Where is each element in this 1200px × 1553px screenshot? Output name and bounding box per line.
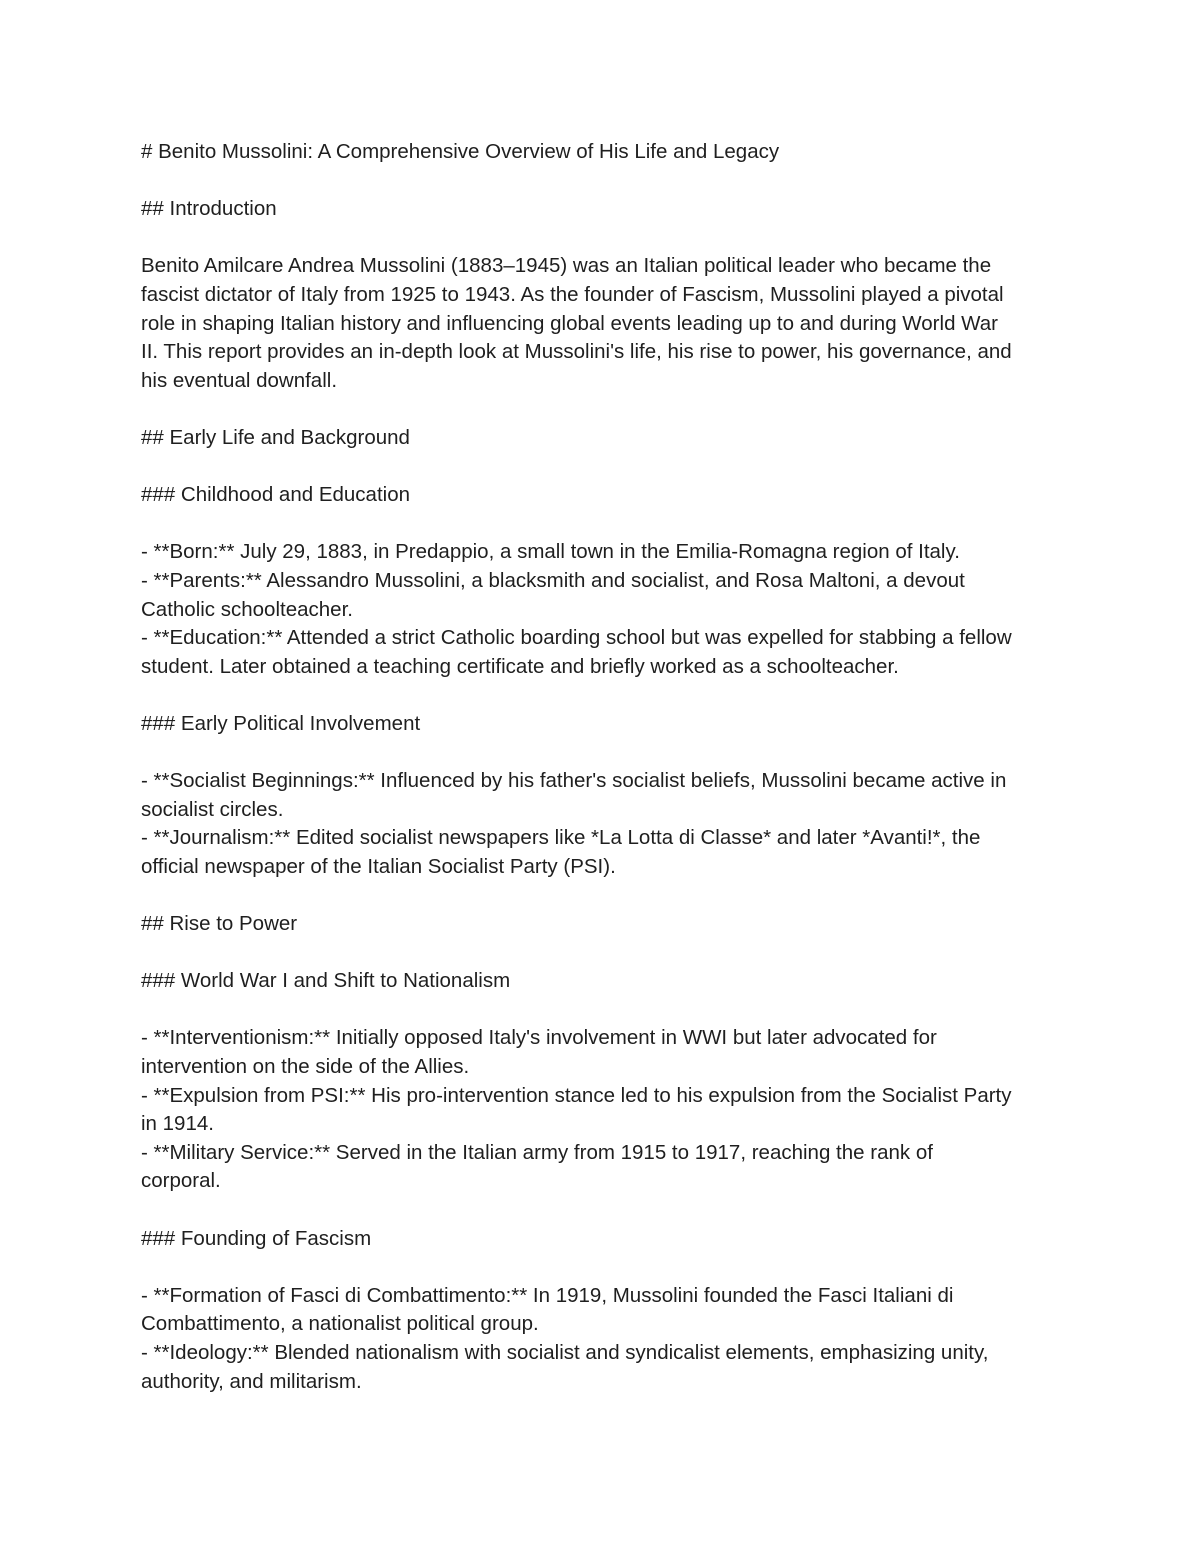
list-item-continuation: intervention on the side of the Allies. [141, 1055, 470, 1078]
text-line: II. This report provides an in-depth look at Mussolini's life, his rise to power, his governance, and [141, 340, 1012, 364]
wwi-list [141, 1024, 1071, 1196]
list-item-continuation: in 1914. [141, 1112, 214, 1136]
introduction-paragraph [141, 252, 1071, 395]
text-line: Benito Amilcare Andrea Mussolini (1883–1945) was an Italian political leader who became the [141, 254, 992, 278]
list-item: - **Military Service:** Served in the Italian army from 1915 to 1917, reaching the rank of [141, 1140, 933, 1164]
heading-early-life: ## Early Life and Background [141, 425, 410, 449]
list-item-continuation: official newspaper of the Italian Socialist Party (PSI). [141, 854, 616, 878]
text-line: role in shaping Italian history and influencing global events leading up to and during World War [141, 311, 998, 335]
heading-rise-to-power: ## Rise to Power [141, 912, 298, 936]
list-item: - **Ideology:** Blended nationalism with socialist and syndicalist elements, emphasizing unity, [141, 1340, 989, 1364]
list-item-continuation: Catholic schoolteacher. [141, 597, 353, 621]
heading-childhood: ### Childhood and Education [141, 483, 410, 507]
list-item-continuation: socialist circles. [141, 797, 284, 821]
text-line: his eventual downfall. [141, 368, 338, 392]
heading-introduction: ## Introduction [141, 197, 277, 221]
list-item: - **Parents:** Alessandro Mussolini, a blacksmith and socialist, and Rosa Maltoni, a devout [141, 568, 965, 592]
list-item-continuation: student. Later obtained a teaching certificate and briefly worked as a schoolteacher. [141, 654, 899, 678]
political-list [141, 767, 1071, 881]
list-item-continuation: corporal. [141, 1169, 221, 1193]
heading-founding-fascism: ### Founding of Fascism [141, 1226, 372, 1250]
heading-wwi: ### World War I and Shift to Nationalism [141, 969, 511, 993]
list-item: - **Socialist Beginnings:** Influenced by his father's socialist beliefs, Mussolini became active in [141, 769, 1007, 793]
list-item: - **Interventionism:** Initially opposed Italy's involvement in WWI but later advocated for [141, 1026, 937, 1050]
heading-early-political: ### Early Political Involvement [141, 711, 421, 735]
document-title: # Benito Mussolini: A Comprehensive Overview of His Life and Legacy [141, 140, 780, 163]
text-line: fascist dictator of Italy from 1925 to 1943. As the founder of Fascism, Mussolini played a pivotal [141, 282, 1004, 306]
list-item-continuation: authority, and militarism. [141, 1369, 362, 1393]
childhood-list [141, 538, 1071, 681]
list-item: - **Born:** July 29, 1883, in Predappio, a small town in the Emilia-Romagna region of Italy. [141, 540, 960, 564]
list-item: - **Formation of Fasci di Combattimento:** In 1919, Mussolini founded the Fasci Italiani di [141, 1283, 954, 1307]
document-page [141, 138, 1071, 1425]
list-item: - **Journalism:** Edited socialist newspapers like *La Lotta di Classe* and later *Avanti!*, the [141, 826, 981, 850]
list-item: - **Expulsion from PSI:** His pro-intervention stance led to his expulsion from the Socialist Party [141, 1083, 1012, 1107]
list-item-continuation: Combattimento, a nationalist political group. [141, 1312, 539, 1336]
fascism-list [141, 1282, 1071, 1396]
list-item: - **Education:** Attended a strict Catholic boarding school but was expelled for stabbing a fellow [141, 626, 1012, 650]
